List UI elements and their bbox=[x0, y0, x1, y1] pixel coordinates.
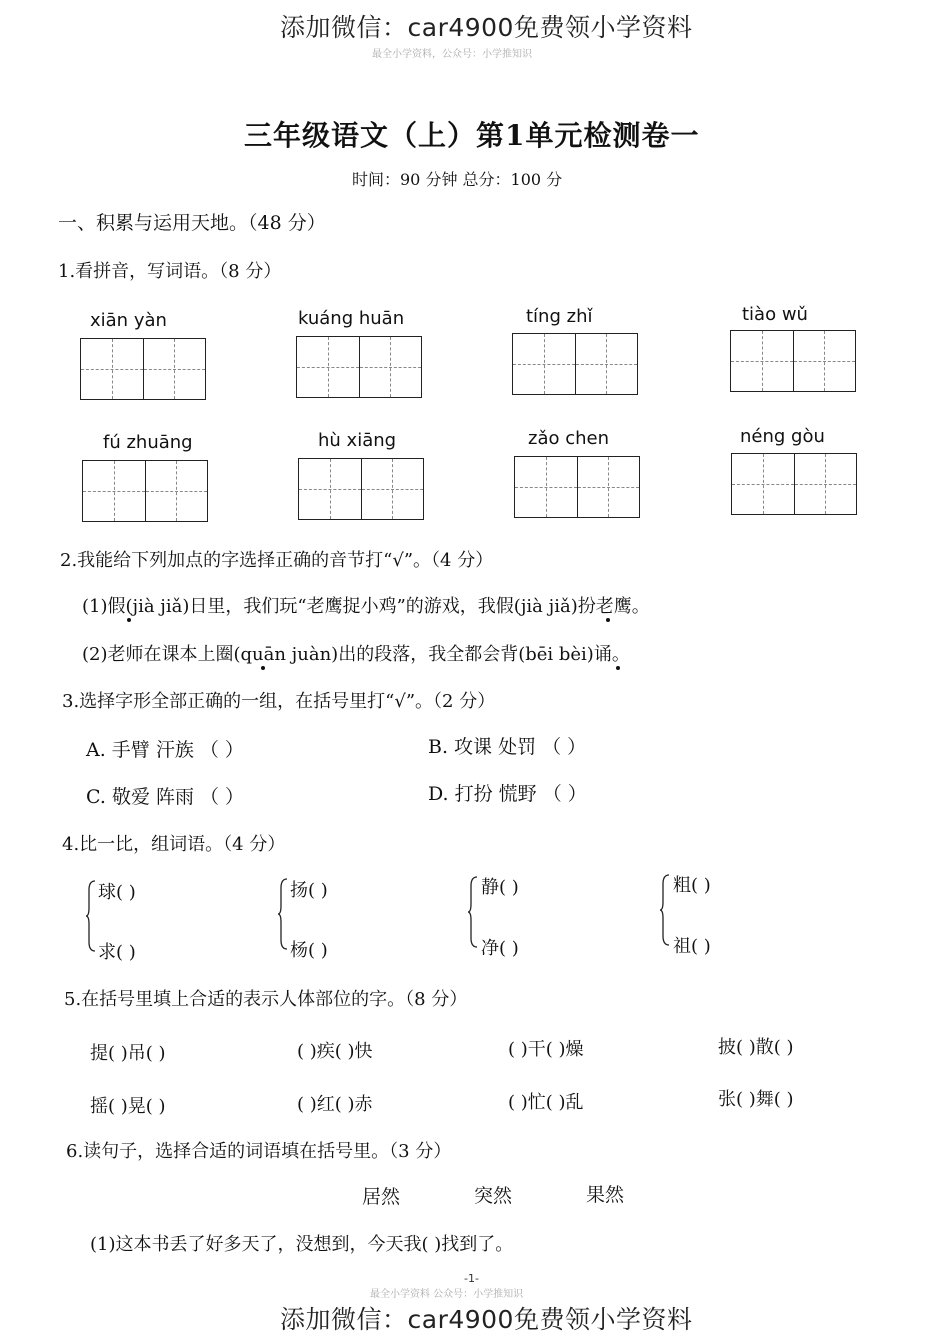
q3-label: 3.选择字形全部正确的一组，在括号里打“√”。（2 分） bbox=[62, 691, 496, 712]
q5-item: 提( )吊( ) bbox=[90, 1043, 166, 1064]
writing-grid[interactable] bbox=[82, 460, 208, 522]
q6-word-option: 果然 bbox=[586, 1184, 625, 1206]
section-1-heading: 一、积累与运用天地。（48 分） bbox=[58, 212, 326, 234]
q1-pinyin: kuáng huān bbox=[298, 308, 405, 329]
writing-grid[interactable] bbox=[296, 336, 422, 398]
writing-grid[interactable] bbox=[512, 333, 638, 395]
q5-item: ( )红( )赤 bbox=[297, 1094, 373, 1115]
q5-item: ( )干( )燥 bbox=[508, 1039, 584, 1060]
brace-icon bbox=[468, 876, 478, 948]
q4-word-top: 球( ) bbox=[98, 882, 136, 903]
top-banner: 添加微信：car4900免费领小学资料 bbox=[280, 13, 693, 42]
q6-sentence-1: (1)这本书丢了好多天了，没想到，今天我( )找到了。 bbox=[90, 1234, 514, 1255]
q5-item: ( )疾( )快 bbox=[297, 1041, 373, 1062]
page-title: 三年级语文（上）第1单元检测卷一 bbox=[244, 119, 700, 152]
q1-pinyin: fú zhuāng bbox=[103, 432, 193, 453]
emphasis-dot bbox=[616, 666, 620, 670]
q6-word-option: 居然 bbox=[362, 1186, 401, 1208]
q4-word-top: 粗( ) bbox=[673, 875, 711, 896]
exam-info: 时间：90 分钟 总分：100 分 bbox=[352, 170, 563, 189]
q1-pinyin: zǎo chen bbox=[528, 428, 609, 449]
brace-icon bbox=[86, 880, 96, 952]
page-number: -1- bbox=[464, 1272, 479, 1285]
q5-item: 张( )舞( ) bbox=[718, 1089, 794, 1110]
q5-item: 摇( )晃( ) bbox=[90, 1096, 166, 1117]
q3-option-c[interactable]: C. 敬爱 阵雨 （ ） bbox=[86, 786, 245, 808]
q3-option-b[interactable]: B. 攻课 处罚 （ ） bbox=[428, 736, 587, 758]
q1-pinyin: hù xiāng bbox=[318, 430, 397, 451]
writing-grid[interactable] bbox=[731, 453, 857, 515]
q1-pinyin: tíng zhǐ bbox=[526, 306, 593, 327]
q2-label: 2.我能给下列加点的字选择正确的音节打“√”。（4 分） bbox=[60, 550, 494, 571]
q5-item: ( )忙( )乱 bbox=[508, 1092, 584, 1113]
q1-label: 1.看拼音，写词语。（8 分） bbox=[58, 261, 282, 282]
q6-label: 6.读句子，选择合适的词语填在括号里。（3 分） bbox=[66, 1141, 452, 1162]
emphasis-dot bbox=[127, 618, 131, 622]
q3-option-d[interactable]: D. 打扮 慌野 （ ） bbox=[428, 783, 587, 805]
emphasis-dot bbox=[261, 666, 265, 670]
q4-word-bottom: 求( ) bbox=[98, 942, 136, 963]
faint-bottom-note: 最全小学资料 公众号：小学推知识 bbox=[370, 1289, 524, 1300]
q4-label: 4.比一比，组词语。（4 分） bbox=[62, 834, 286, 855]
q4-word-bottom: 杨( ) bbox=[290, 940, 328, 961]
brace-icon bbox=[278, 878, 288, 950]
q4-word-top: 静( ) bbox=[481, 877, 519, 898]
writing-grid[interactable] bbox=[514, 456, 640, 518]
q2-sentence-2: (2)老师在课本上圈(quān juàn)出的段落，我全都会背(bēi bèi)诵。 bbox=[82, 644, 630, 665]
q2-sentence-1: (1)假(jià jiǎ)日里，我们玩“老鹰捉小鸡”的游戏，我假(jià jiǎ)扮老鹰。 bbox=[82, 596, 650, 617]
q6-word-option: 突然 bbox=[474, 1185, 513, 1207]
brace-icon bbox=[660, 874, 670, 946]
q5-label: 5.在括号里填上合适的表示人体部位的字。（8 分） bbox=[64, 989, 468, 1010]
q4-word-top: 扬( ) bbox=[290, 880, 328, 901]
q1-pinyin: tiào wǔ bbox=[742, 304, 808, 325]
q3-option-a[interactable]: A. 手臂 汗族 （ ） bbox=[86, 739, 244, 761]
writing-grid[interactable] bbox=[80, 338, 206, 400]
writing-grid[interactable] bbox=[730, 330, 856, 392]
q1-pinyin: xiān yàn bbox=[90, 310, 167, 331]
bottom-banner: 添加微信：car4900免费领小学资料 bbox=[280, 1305, 693, 1334]
q1-pinyin: néng gòu bbox=[740, 426, 825, 447]
q4-word-bottom: 祖( ) bbox=[673, 936, 711, 957]
writing-grid[interactable] bbox=[298, 458, 424, 520]
faint-top-note: 最全小学资料，公众号：小学推知识 bbox=[372, 49, 532, 60]
q5-item: 披( )散( ) bbox=[718, 1037, 794, 1058]
q4-word-bottom: 净( ) bbox=[481, 938, 519, 959]
emphasis-dot bbox=[606, 618, 610, 622]
